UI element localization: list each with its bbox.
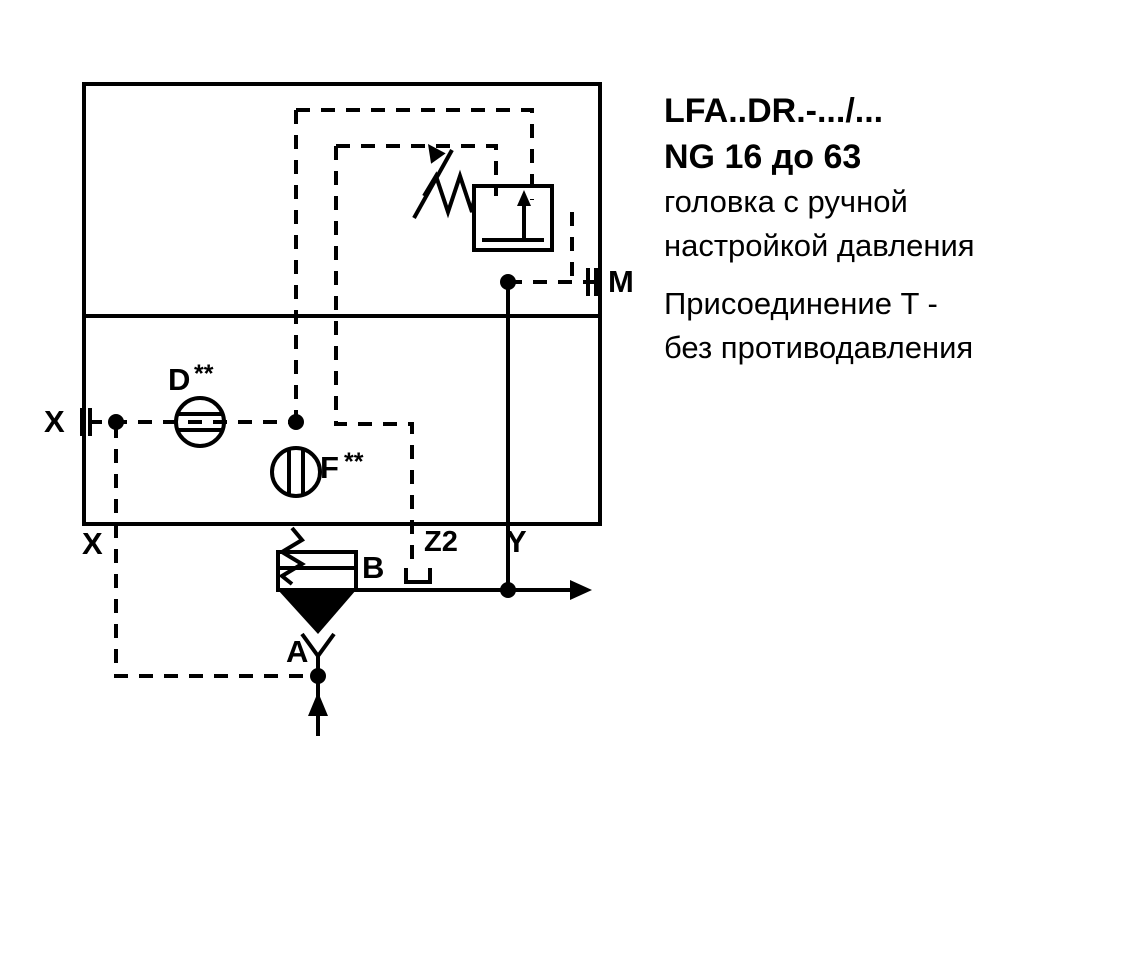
pilot-valve-box xyxy=(474,186,552,250)
label-y: Y xyxy=(506,524,527,559)
label-a: A xyxy=(286,634,309,669)
main-cartridge xyxy=(278,528,592,736)
caption-desc-line3: Присоединение T - xyxy=(664,286,938,321)
caption-title-line1: LFA..DR.-.../... xyxy=(664,92,884,130)
orifice-f xyxy=(272,448,320,496)
valve-body-outline xyxy=(84,84,600,524)
caption-desc-line1: головка с ручной xyxy=(664,184,908,219)
caption-desc-line4: без противодавления xyxy=(664,330,974,365)
label-z2: Z2 xyxy=(424,526,458,558)
caption-block xyxy=(664,88,1104,370)
label-f-stars: ** xyxy=(344,448,364,476)
adjustable-spring xyxy=(414,144,474,218)
port-m xyxy=(500,268,596,296)
label-b: B xyxy=(362,550,385,585)
label-x-lower: X xyxy=(82,526,103,561)
label-x-left: X xyxy=(44,404,65,439)
z2-bracket xyxy=(406,568,430,582)
caption-spacer xyxy=(664,268,1104,282)
label-f: F xyxy=(320,450,339,485)
caption-title-line2: NG 16 до 63 xyxy=(664,138,862,176)
label-m: M xyxy=(608,264,634,299)
label-d: D xyxy=(168,362,191,397)
label-d-stars: ** xyxy=(194,360,214,388)
caption-desc-line2: настройкой давления xyxy=(664,228,975,263)
